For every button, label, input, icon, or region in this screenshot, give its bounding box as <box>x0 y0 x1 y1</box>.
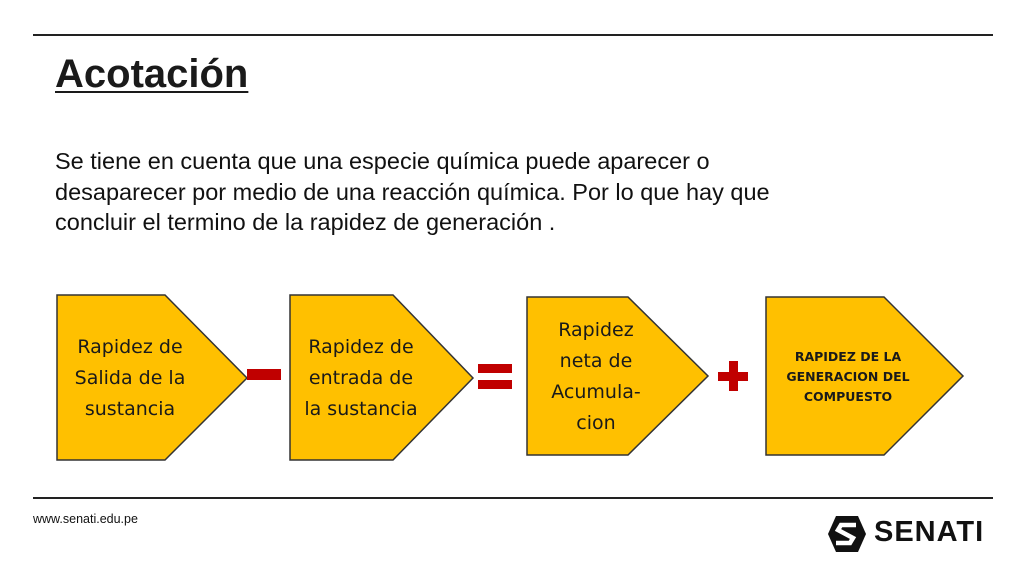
senati-logo <box>826 512 996 554</box>
equals-operator-icon <box>478 364 514 392</box>
flow-box-entrada <box>288 293 476 463</box>
senati-logo-icon <box>826 514 868 554</box>
slide-title: Acotación <box>55 52 249 96</box>
top-rule <box>33 34 993 36</box>
senati-logo-text: SENATI <box>874 516 985 548</box>
bottom-rule <box>33 497 993 499</box>
plus-operator-icon <box>718 361 750 393</box>
minus-operator-icon <box>247 369 283 383</box>
flow-box-entrada-label: Rapidez de entrada de la sustancia <box>304 335 418 420</box>
flow-box-generacion <box>764 295 966 458</box>
flow-box-acumulacion-label: Rapidez neta de Acumula- cion <box>551 318 641 434</box>
flow-box-generacion-label: RAPIDEZ DE LA GENERACION DEL COMPUESTO <box>786 348 910 404</box>
slide-paragraph: Se tiene en cuenta que una especie química puede aparecer o desaparecer por medio de una reacción química. Por lo que hay que concluir el termino de la rapidez de generación . <box>55 148 770 235</box>
footer-url: www.senati.edu.pe <box>33 512 138 526</box>
flow-box-salida <box>55 293 250 463</box>
flow-box-acumulacion <box>525 295 711 458</box>
flow-box-salida-label: Rapidez de Salida de la sustancia <box>74 335 186 420</box>
